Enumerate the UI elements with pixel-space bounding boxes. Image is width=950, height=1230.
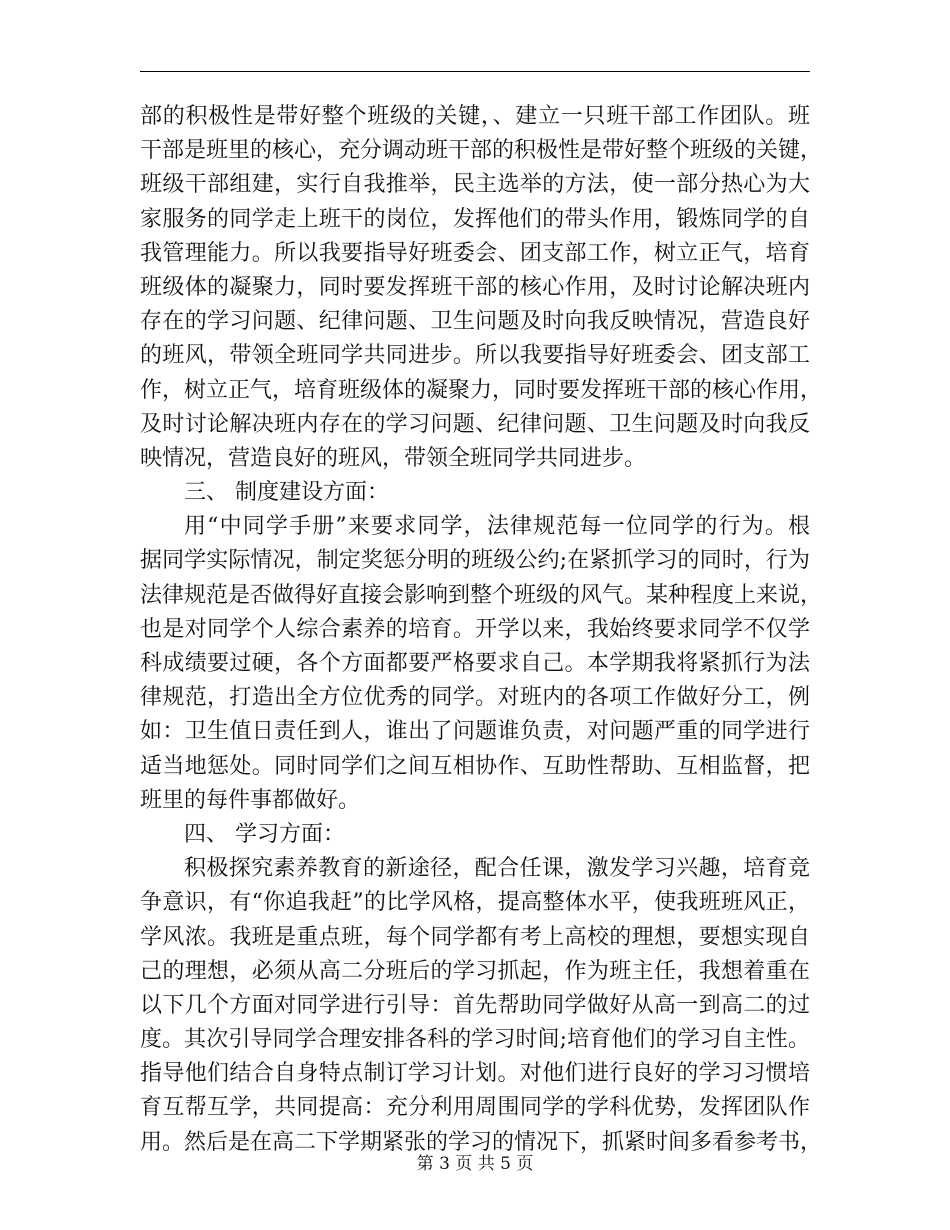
text-line: 及时讨论解决班内存在的学习问题、纪律问题、卫生问题及时向我反 <box>140 411 810 437</box>
text-line: 班级体的凝聚力，同时要发挥班干部的核心作用，及时讨论解决班内 <box>140 274 810 300</box>
text-line: 用“中同学手册”来要求同学，法律规范每一位同学的行为。根 <box>184 514 810 540</box>
document-body <box>140 100 823 1160</box>
text-line: 干部是班里的核心，充分调动班干部的积极性是带好整个班级的关键， <box>140 138 823 164</box>
text-line: 学风浓。我班是重点班，每个同学都有考上高校的理想，要想实现自 <box>140 924 810 950</box>
text-line: 以下几个方面对同学进行引导：首先帮助同学做好从高一到高二的过 <box>140 992 810 1018</box>
text-line: 班里的每件事都做好。 <box>140 787 361 813</box>
text-line: 积极探究素养教育的新途径，配合任课，激发学习兴趣，培育竞 <box>184 856 810 882</box>
text-line: 的班风，带领全班同学共同进步。所以我要指导好班委会、团支部工 <box>140 343 810 369</box>
text-line: 班级干部组建，实行自我推举，民主选举的方法，使一部分热心为大 <box>140 172 810 198</box>
text-line: 度。其次引导同学合理安排各科的学习时间;培育他们的学习自主性。 <box>140 1027 810 1053</box>
text-line: 律规范，打造出全方位优秀的同学。对班内的各项工作做好分工，例 <box>140 685 810 711</box>
text-line: 也是对同学个人综合素养的培育。开学以来，我始终要求同学不仅学 <box>140 616 810 642</box>
text-line: 法律规范是否做得好直接会影响到整个班级的风气。某种程度上来说， <box>140 582 823 608</box>
section-heading: 三、 制度建设方面： <box>184 480 389 506</box>
text-line: 科成绩要过硬，各个方面都要严格要求自己。本学期我将紧抓行为法 <box>140 651 810 676</box>
text-line: 存在的学习问题、纪律问题、卫生问题及时向我反映情况，营造良好 <box>140 309 810 335</box>
text-line: 作，树立正气，培育班级体的凝聚力，同时要发挥班干部的核心作用， <box>140 377 823 403</box>
text-line: 部的积极性是带好整个班级的关键，、建立一只班干部工作团队。班 <box>140 104 810 129</box>
text-line: 育互帮互学，共同提高：充分利用周围同学的学科优势，发挥团队作 <box>140 1095 810 1121</box>
page-footer: 第 3 页 共 5 页 <box>416 1154 534 1174</box>
text-line: 适当地惩处。同时同学们之间互相协作、互助性帮助、互相监督，把 <box>140 753 810 779</box>
text-line: 映情况，营造良好的班风，带领全班同学共同进步。 <box>140 445 647 471</box>
text-line: 我管理能力。所以我要指导好班委会、团支部工作，树立正气，培育 <box>140 240 810 266</box>
text-line: 争意识，有“你追我赶”的比学风格，提高整体水平，使我班班风正， <box>140 890 810 916</box>
text-line: 用。然后是在高二下学期紧张的学习的情况下，抓紧时间多看参考书， <box>140 1129 823 1155</box>
text-line: 指导他们结合自身特点制订学习计划。对他们进行良好的学习习惯培 <box>140 1061 810 1087</box>
text-line: 己的理想，必须从高二分班后的学习抓起，作为班主任，我想着重在 <box>140 958 810 984</box>
section-heading: 四、 学习方面： <box>184 821 345 847</box>
header-rule <box>140 71 810 72</box>
text-line: 家服务的同学走上班干的岗位，发挥他们的带头作用，锻炼同学的自 <box>140 206 810 232</box>
text-line: 如：卫生值日责任到人，谁出了问题谁负责，对问题严重的同学进行 <box>140 719 810 745</box>
text-line: 据同学实际情况，制定奖惩分明的班级公约;在紧抓学习的同时，行为 <box>140 548 810 574</box>
